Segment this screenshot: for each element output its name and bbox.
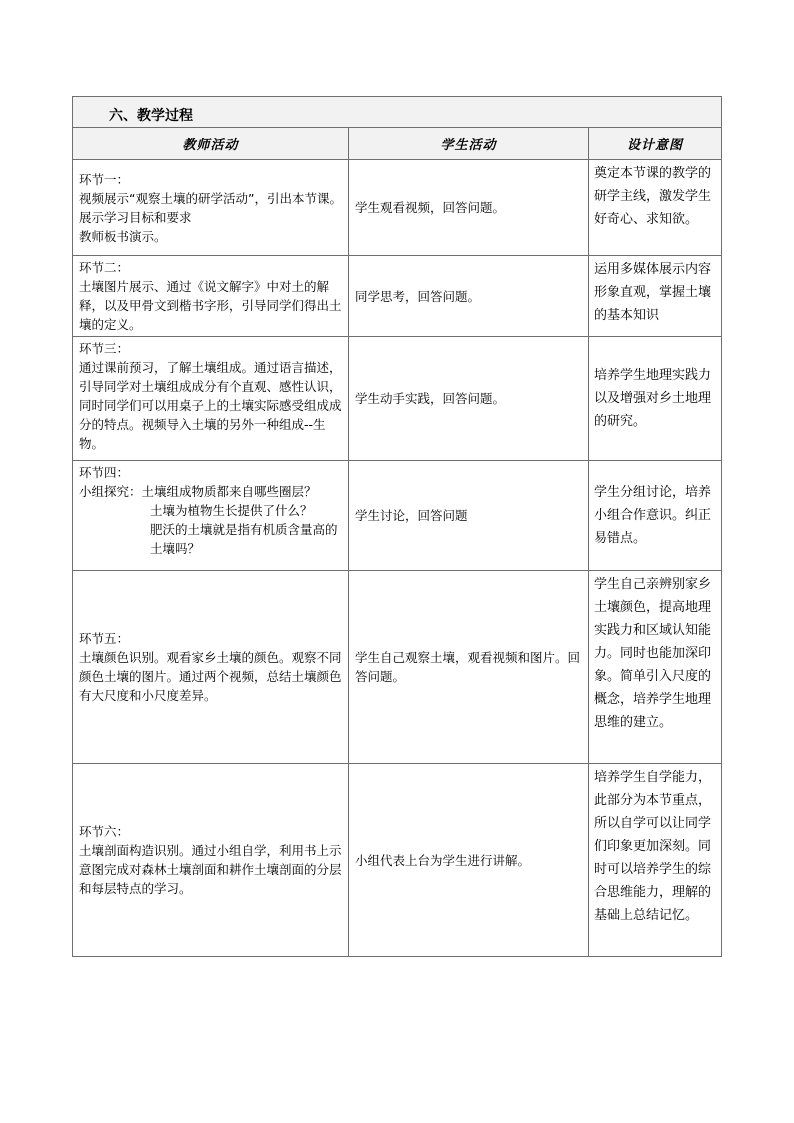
- teacher-activity-cell: [73, 461, 349, 571]
- design-intent-cell: 奠定本节课的教学的研学主线，激发学生好奇心、求知欲。: [589, 160, 722, 256]
- student-activity-cell: 学生自己观察土壤，观看视频和图片。回答问题。: [349, 571, 589, 764]
- teacher-activity-cell: [73, 160, 349, 256]
- step-label: 环节四：: [79, 465, 130, 480]
- header-design-intent: 设计意图: [589, 128, 722, 160]
- section-title: 六、教学过程: [73, 97, 722, 128]
- teacher-activity-cell: [73, 571, 349, 764]
- table-row: [73, 764, 722, 957]
- student-activity-cell: 同学思考，回答问题。: [349, 256, 589, 337]
- teacher-text: 土壤颜色识别。观看家乡土壤的颜色。观察不同颜色土壤的图片。通过两个视频，总结土壤颜色有大尺度和小尺度差异。: [79, 650, 342, 703]
- design-intent-cell: 培养学生地理实践力以及增强对乡土地理的研究。: [589, 337, 722, 461]
- teacher-text: 肥沃的土壤就是指有机质含量高的土壤吗？: [150, 522, 338, 556]
- teacher-text: 土壤为植物生长提供了什么？: [150, 503, 313, 518]
- table-row: [73, 571, 722, 764]
- table-row: [73, 256, 722, 337]
- teacher-text: 教师板书演示。: [79, 228, 167, 244]
- teaching-process-table: [72, 96, 722, 957]
- student-activity-cell: 学生讨论，回答问题: [349, 461, 589, 571]
- step-label: 环节五：: [79, 631, 130, 646]
- table-row: [73, 160, 722, 256]
- table-row: [73, 461, 722, 571]
- student-activity-cell: 学生观看视频，回答问题。: [349, 160, 589, 256]
- design-intent-cell: 运用多媒体展示内容形象直观，掌握土壤的基本知识: [589, 256, 722, 337]
- table-header-row: [73, 128, 722, 160]
- teacher-text: 土壤剖面构造识别。通过小组自学，利用书上示意图完成对森林土壤剖面和耕作土壤剖面的分层和每层特点的学习。: [79, 843, 342, 896]
- step-label: 环节三：: [79, 341, 130, 356]
- student-activity-cell: 学生动手实践，回答问题。: [349, 337, 589, 461]
- teacher-text: 视频展示“观察土壤的研学活动”，引出本节课。展示学习目标和要求: [79, 190, 342, 225]
- teacher-text: 小组探究：土壤组成物质都来自哪些圈层？: [79, 484, 317, 499]
- table-row: [73, 337, 722, 461]
- step-label: 环节二：: [79, 260, 130, 275]
- teacher-activity-cell: [73, 337, 349, 461]
- design-intent-cell: 培养学生自学能力，此部分为本节重点，所以自学可以让同学们印象更加深刻。同时可以培养学生的综合思维能力，理解的基础上总结记忆。: [589, 764, 722, 957]
- header-student-activity: 学生活动: [349, 128, 589, 160]
- student-activity-cell: 小组代表上台为学生进行讲解。: [349, 764, 589, 957]
- teacher-activity-cell: [73, 764, 349, 957]
- step-label: 环节一：: [79, 171, 130, 187]
- teacher-activity-cell: [73, 256, 349, 337]
- teacher-text: 土壤图片展示、通过《说文解字》中对土的解释，以及甲骨文到楷书字形，引导同学们得出土壤的定义。: [79, 279, 342, 332]
- step-label: 环节六：: [79, 824, 130, 839]
- design-intent-cell: 学生自己亲辨别家乡土壤颜色，提高地理实践力和区域认知能力。同时也能加深印象。简单引入尺度的概念，培养学生地理思维的建立。: [589, 571, 722, 764]
- design-intent-cell: 学生分组讨论，培养小组合作意识。纠正易错点。: [589, 461, 722, 571]
- header-teacher-activity: 教师活动: [73, 128, 349, 160]
- teacher-text: 通过课前预习，了解土壤组成。通过语言描述，引导同学对土壤组成成分有个直观、感性认识，同时同学们可以用桌子上的土壤实际感受组成成分的特点。视频导入土壤的另外一种组成--生物。: [79, 360, 342, 451]
